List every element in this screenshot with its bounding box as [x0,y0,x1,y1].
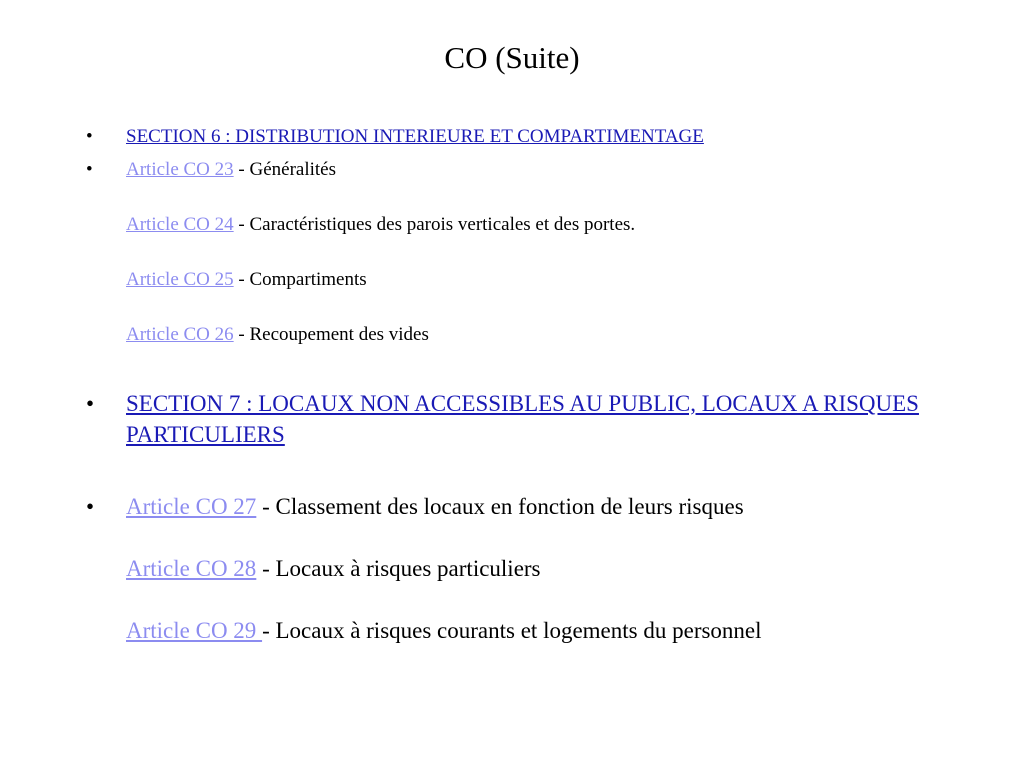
bullet-dot: • [86,126,93,147]
article-co-29-text: - Locaux à risques courants et logements du personnel [262,618,762,643]
list-item [126,491,956,522]
article-co-27-text: - Classement des locaux en fonction de leurs risques [256,494,744,519]
list-item [126,159,956,181]
list-item [126,324,956,346]
section-6-link[interactable]: SECTION 6 : DISTRIBUTION INTERIEURE ET COMPARTIMENTAGE [126,126,704,147]
article-co-29-link[interactable]: Article CO 29 [126,618,263,643]
list-item [126,269,956,291]
article-co-28-link[interactable]: Article CO 28 [126,556,257,581]
section-7-link[interactable]: SECTION 7 : LOCAUX NON ACCESSIBLES AU PUBLIC, LOCAUX A RISQUES PARTICULIERS [126,391,919,447]
bullet-section-6 [86,126,956,148]
bullet-section-7 [86,388,956,450]
bullet-dot: • [86,391,95,416]
article-co-24-link[interactable]: Article CO 24 [126,214,234,235]
list-item [126,214,956,236]
bullet-articles-23-26 [86,159,956,379]
article-co-24-text: - Caractéristiques des parois verticales et des portes. [233,214,636,235]
article-co-23-link[interactable]: Article CO 23 [126,159,234,180]
bullet-articles-27-29 [86,491,956,677]
article-co-25-text: - Compartiments [233,269,367,290]
article-co-28-text: - Locaux à risques particuliers [256,556,541,581]
list-item [126,553,956,584]
article-co-27-link[interactable]: Article CO 27 [126,494,257,519]
slide-title: CO (Suite) [444,40,580,75]
bullet-dot: • [86,159,93,180]
article-co-26-link[interactable]: Article CO 26 [126,324,234,345]
bullet-dot: • [86,494,95,519]
article-co-25-link[interactable]: Article CO 25 [126,269,234,290]
list-item [126,615,956,646]
article-co-26-text: - Recoupement des vides [233,324,429,345]
article-co-23-text: - Généralités [233,159,336,180]
